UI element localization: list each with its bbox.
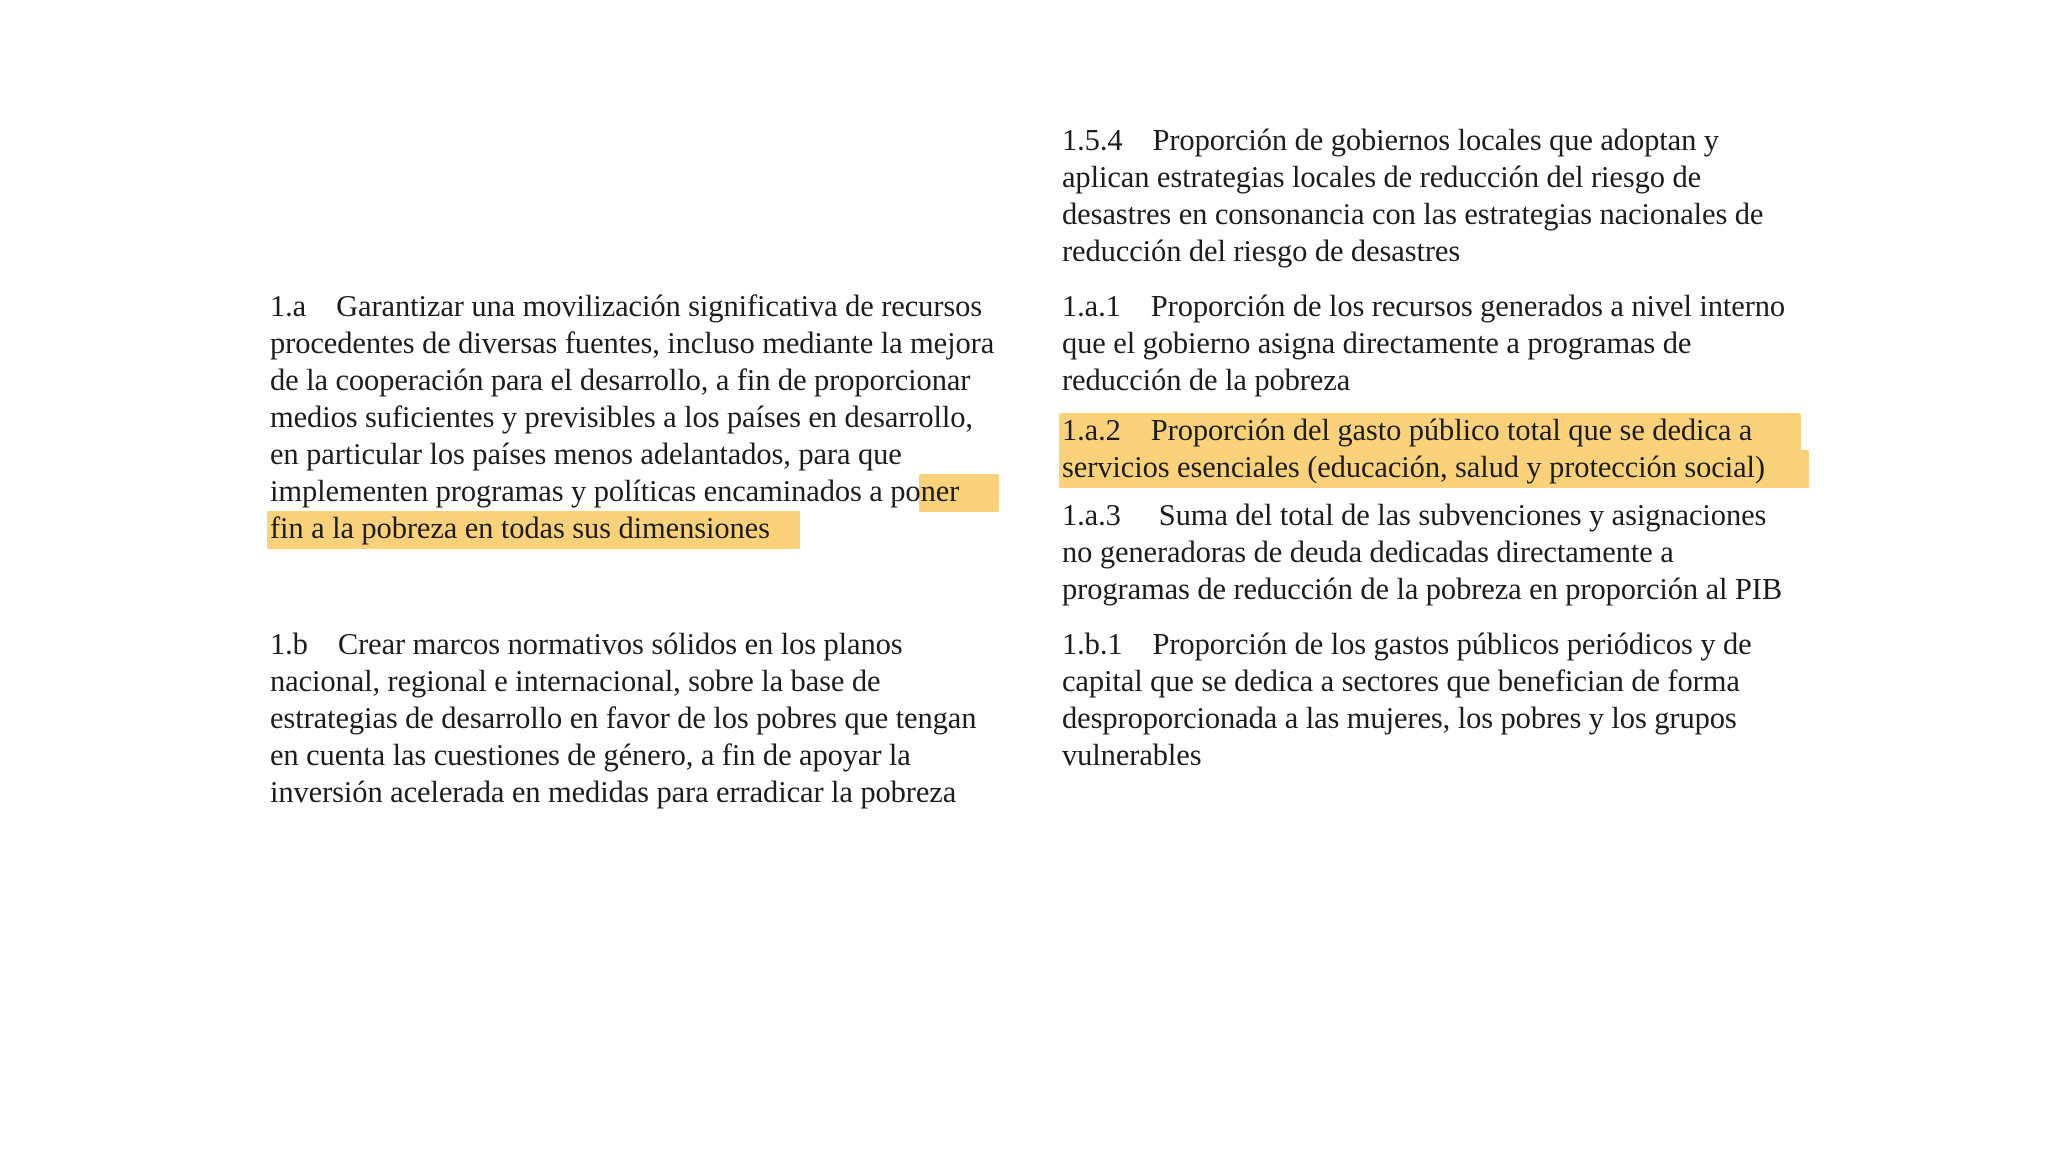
highlighted-text: servicios esenciales (educación, salud y protección social) xyxy=(1062,450,1765,484)
target-1a-line-3: de la cooperación para el desarrollo, a fin de proporcionar xyxy=(270,363,971,397)
target-1b-line-4: en cuenta las cuestiones de género, a fin de apoyar la xyxy=(270,738,911,772)
indicator-1-a-3 xyxy=(1062,497,1782,608)
target-1b-line-1 xyxy=(270,626,976,663)
indicator-text: Proporción de los gastos públicos periódicos y de xyxy=(1152,627,1752,661)
target-1a-line-2: procedentes de diversas fuentes, incluso mediante la mejora xyxy=(270,326,995,360)
indicator-number: 1.a.1 xyxy=(1062,289,1121,323)
indicator-number: 1.a.2 xyxy=(1062,413,1121,447)
indicator-line-1 xyxy=(1062,497,1782,534)
indicator-1-5-4 xyxy=(1062,122,1763,270)
target-1a-line-4: medios suficientes y previsibles a los países en desarrollo, xyxy=(270,400,973,434)
indicator-line-2: aplican estrategias locales de reducción del riesgo de xyxy=(1062,160,1702,194)
target-1b xyxy=(270,626,976,811)
target-1a xyxy=(270,288,994,547)
target-number: 1.b xyxy=(270,627,308,661)
indicator-line-2: que el gobierno asigna directamente a programas de xyxy=(1062,326,1692,360)
indicator-line-1 xyxy=(1062,122,1763,159)
target-1b-line-3: estrategias de desarrollo en favor de los pobres que tengan xyxy=(270,701,977,735)
highlighted-text: Proporción del gasto público total que se dedica a xyxy=(1150,413,1753,447)
target-1a-line-6: implementen programas y políticas encaminados a poner xyxy=(270,473,994,510)
target-1b-line-2: nacional, regional e internacional, sobre la base de xyxy=(270,664,881,698)
indicator-number: 1.b.1 xyxy=(1062,627,1123,661)
highlighted-text: fin a la pobreza en todas sus dimensiones xyxy=(270,511,770,545)
indicator-1-a-1 xyxy=(1062,288,1785,399)
indicator-line-3: desastres en consonancia con las estrategias nacionales de xyxy=(1062,197,1764,231)
indicator-line-2: capital que se dedica a sectores que benefician de forma xyxy=(1062,664,1740,698)
indicator-line-2 xyxy=(1062,449,1765,486)
indicator-number: 1.5.4 xyxy=(1062,123,1123,157)
indicator-1-b-1 xyxy=(1062,626,1752,774)
target-text: Garantizar una movilización significativa de recursos xyxy=(336,289,983,323)
target-1a-line-7 xyxy=(270,510,994,547)
indicator-line-1 xyxy=(1062,412,1765,449)
indicator-1-a-2 xyxy=(1062,412,1765,486)
target-text: Crear marcos normativos sólidos en los planos xyxy=(337,627,903,661)
indicator-line-4: reducción del riesgo de desastres xyxy=(1062,234,1461,268)
target-1b-line-5: inversión acelerada en medidas para erradicar la pobreza xyxy=(270,775,957,809)
indicator-text: Proporción de gobiernos locales que adoptan y xyxy=(1152,123,1719,157)
target-1a-line-5: en particular los países menos adelantados, para que xyxy=(270,437,902,471)
indicator-text: Proporción de los recursos generados a nivel interno xyxy=(1150,289,1786,323)
indicator-line-1 xyxy=(1062,626,1752,663)
indicator-text: Suma del total de las subvenciones y asignaciones xyxy=(1158,498,1767,532)
indicator-line-1 xyxy=(1062,288,1785,325)
indicator-line-4: vulnerables xyxy=(1062,738,1202,772)
indicator-line-3: reducción de la pobreza xyxy=(1062,363,1351,397)
target-number: 1.a xyxy=(270,289,307,323)
highlighted-text: poner xyxy=(890,474,960,508)
indicator-number: 1.a.3 xyxy=(1062,498,1121,532)
indicator-line-3: programas de reducción de la pobreza en proporción al PIB xyxy=(1062,572,1783,606)
target-1a-line-1 xyxy=(270,288,994,325)
indicator-line-3: desproporcionada a las mujeres, los pobres y los grupos xyxy=(1062,701,1737,735)
indicator-line-2: no generadoras de deuda dedicadas directamente a xyxy=(1062,535,1674,569)
